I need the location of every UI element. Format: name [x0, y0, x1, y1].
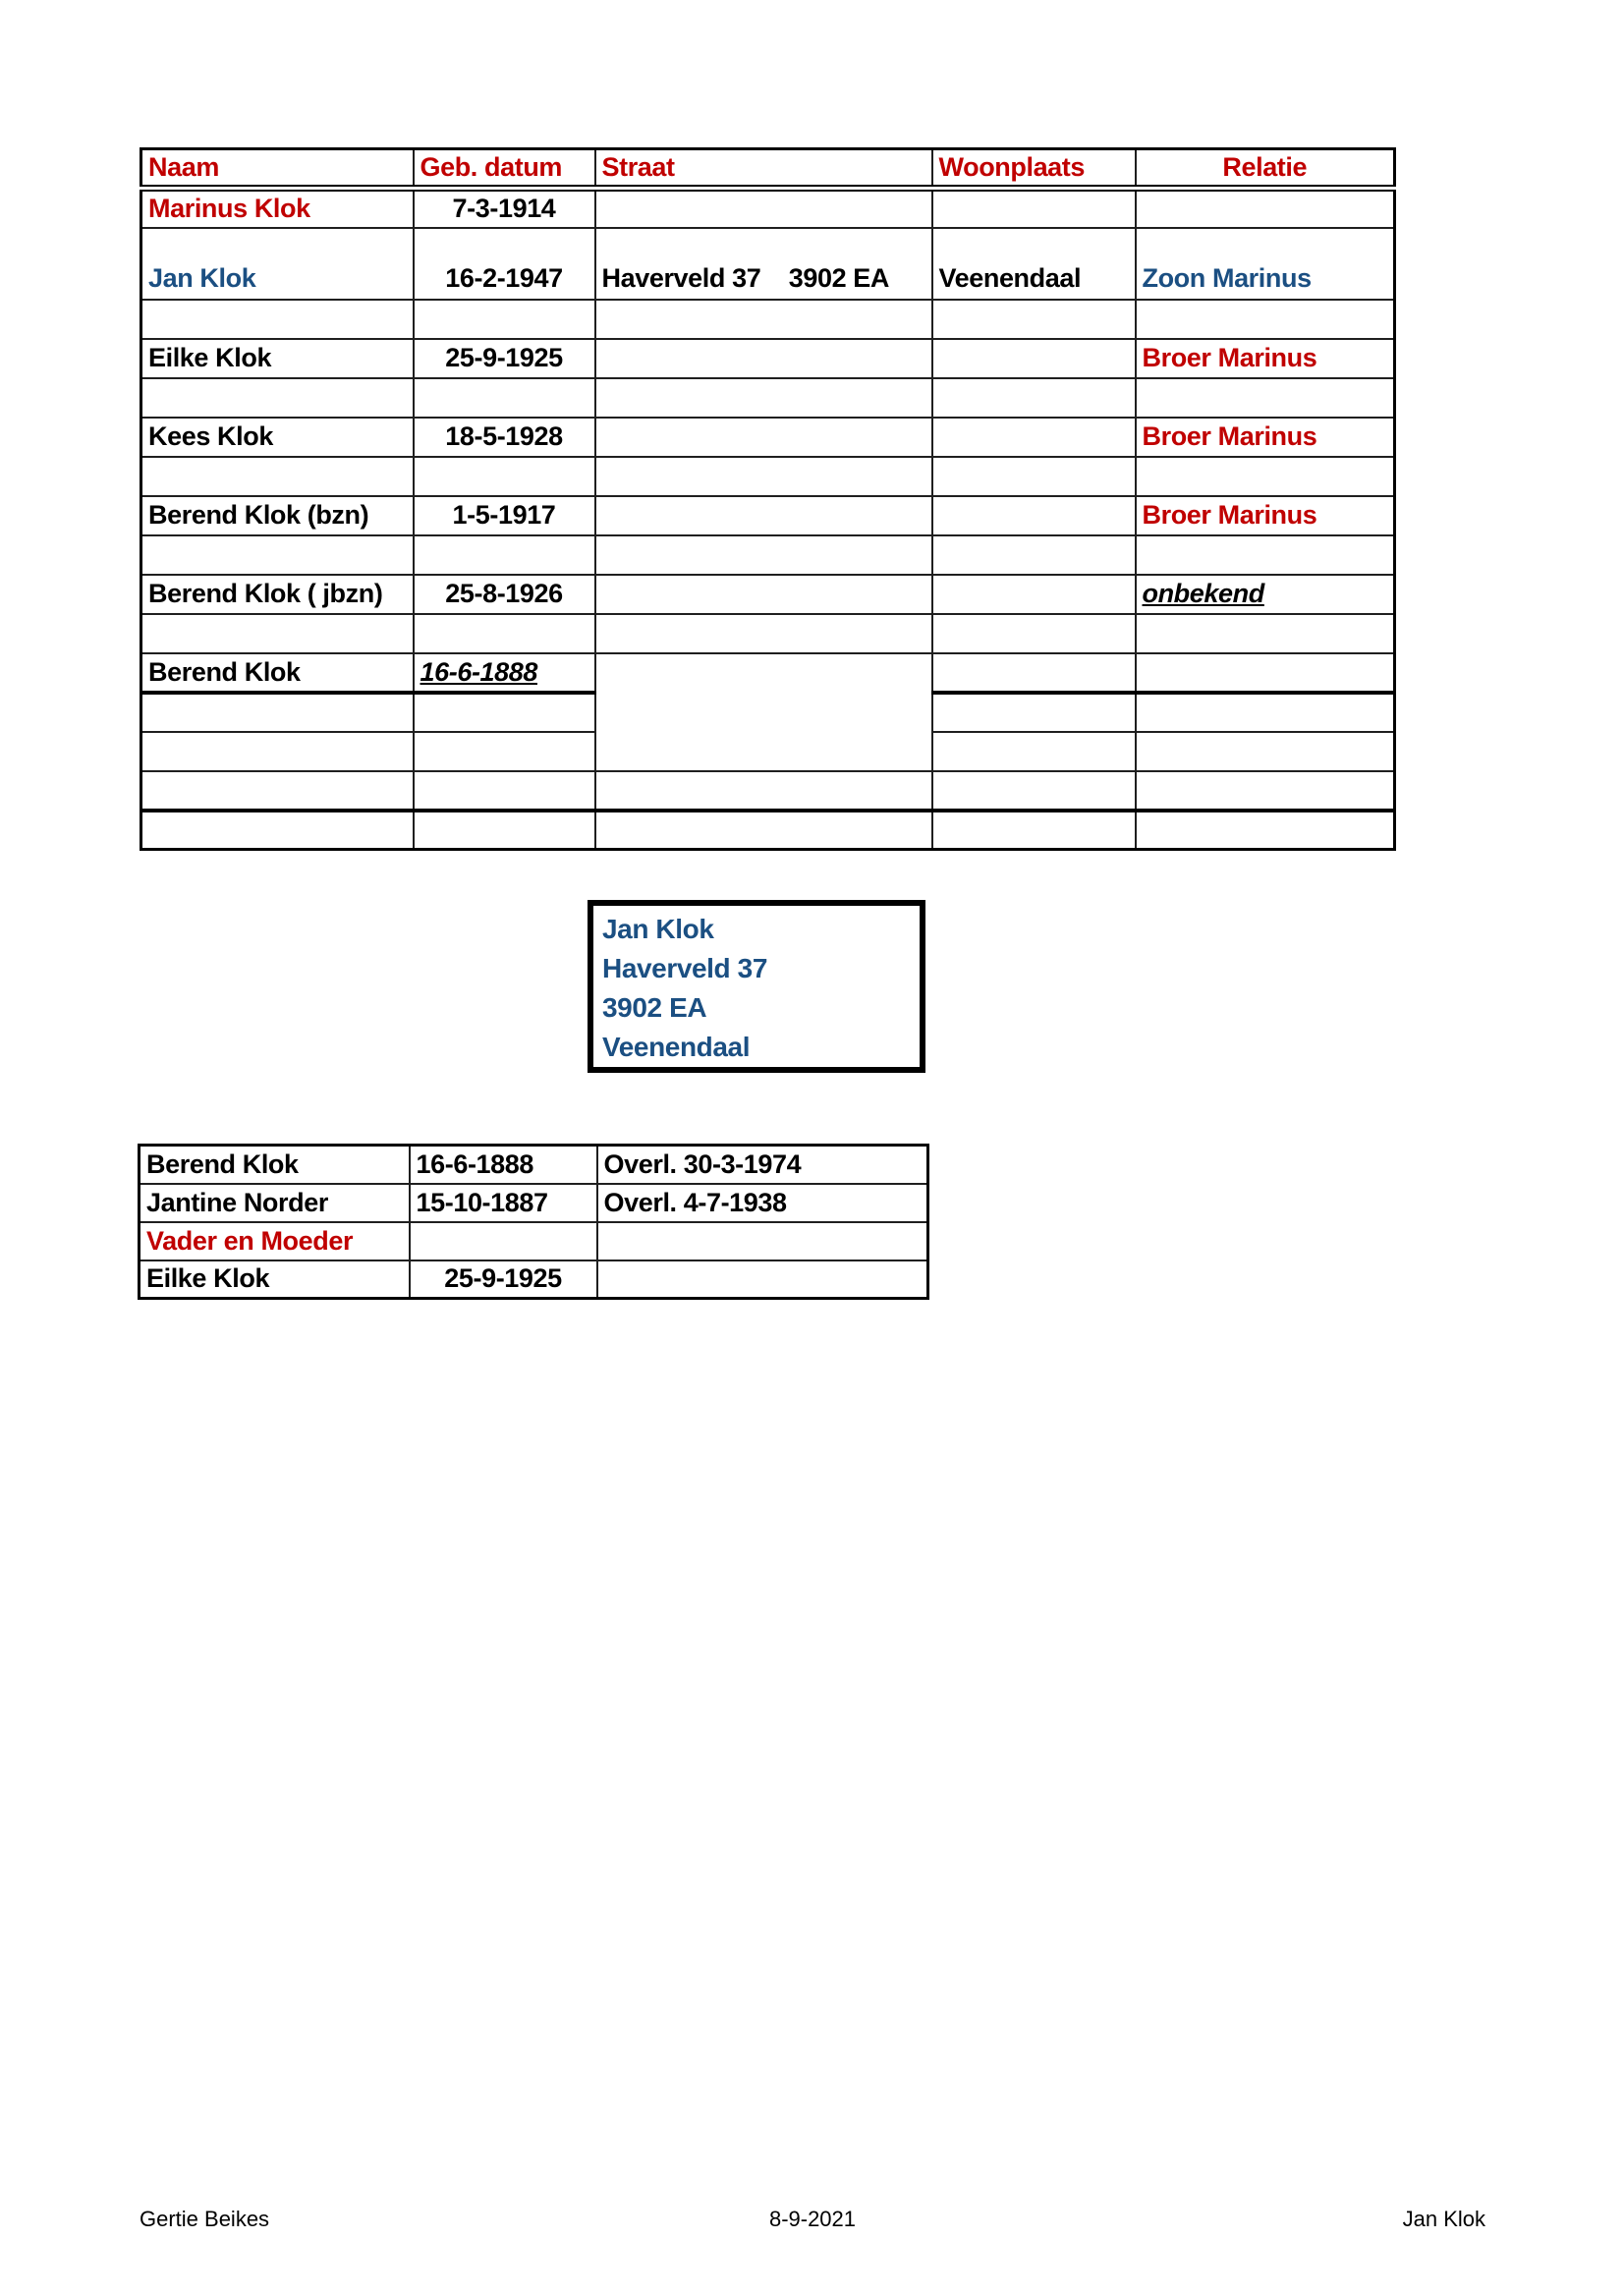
cell-relatie	[1136, 457, 1395, 496]
cell-woonplaats	[932, 418, 1136, 457]
cell-straat	[595, 418, 932, 457]
cell-woonplaats	[932, 457, 1136, 496]
cell-woonplaats	[932, 339, 1136, 378]
address-line-postcode: 3902 EA	[602, 992, 707, 1023]
cell-naam	[141, 693, 414, 732]
table-row	[141, 378, 1395, 418]
footer-subject: Jan Klok	[1402, 2207, 1485, 2231]
cell-birth-date: 25-9-1925	[410, 1260, 597, 1299]
cell-geb-datum	[414, 811, 595, 850]
cell-naam	[141, 732, 414, 771]
col-header-woonplaats: Woonplaats	[932, 149, 1136, 189]
cell-straat	[595, 575, 932, 614]
cell-straat	[595, 535, 932, 575]
cell-relatie	[1136, 771, 1395, 811]
cell-woonplaats: Veenendaal	[932, 228, 1136, 300]
table-row	[141, 228, 1395, 300]
parents-table	[138, 1144, 929, 1300]
footer-author: Gertie Beikes	[140, 2207, 270, 2231]
col-header-naam: Naam	[141, 149, 414, 189]
cell-woonplaats	[932, 300, 1136, 339]
cell-relatie: onbekend	[1136, 575, 1395, 614]
cell-birth-date	[410, 1222, 597, 1260]
cell-geb-datum	[414, 732, 595, 771]
cell-straat	[595, 378, 932, 418]
cell-straat	[595, 496, 932, 535]
cell-geb-datum: 7-3-1914	[414, 189, 595, 228]
address-line-city: Veenendaal	[602, 1032, 751, 1062]
address-line-name: Jan Klok	[602, 914, 714, 944]
cell-woonplaats	[932, 496, 1136, 535]
cell-geb-datum: 16-6-1888	[414, 653, 595, 693]
cell-geb-datum	[414, 693, 595, 732]
cell-relatie	[1136, 732, 1395, 771]
cell-straat	[595, 300, 932, 339]
cell-woonplaats	[932, 653, 1136, 693]
cell-geb-datum: 25-9-1925	[414, 339, 595, 378]
cell-naam	[141, 300, 414, 339]
cell-woonplaats	[932, 189, 1136, 228]
cell-geb-datum	[414, 378, 595, 418]
cell-geb-datum: 25-8-1926	[414, 575, 595, 614]
cell-naam: Berend Klok ( jbzn)	[141, 575, 414, 614]
cell-relatie	[1136, 811, 1395, 850]
cell-relatie	[1136, 653, 1395, 693]
table-row	[141, 496, 1395, 535]
cell-relatie	[1136, 614, 1395, 653]
table-row	[141, 811, 1395, 850]
cell-birth-date: 15-10-1887	[410, 1184, 597, 1222]
cell-relatie: Zoon Marinus	[1136, 228, 1395, 300]
table-row	[140, 1222, 928, 1260]
cell-woonplaats	[932, 771, 1136, 811]
cell-relatie	[1136, 300, 1395, 339]
cell-relatie: Broer Marinus	[1136, 339, 1395, 378]
cell-relatie: Broer Marinus	[1136, 418, 1395, 457]
cell-name: Eilke Klok	[140, 1260, 410, 1299]
table-row	[140, 1146, 928, 1184]
cell-geb-datum: 18-5-1928	[414, 418, 595, 457]
cell-relatie	[1136, 378, 1395, 418]
header-row	[141, 149, 1395, 189]
table-row	[141, 693, 1395, 732]
cell-woonplaats	[932, 614, 1136, 653]
cell-straat	[595, 457, 932, 496]
cell-geb-datum	[414, 614, 595, 653]
col-header-geb-datum: Geb. datum	[414, 149, 595, 189]
cell-straat	[595, 811, 932, 850]
cell-geb-datum	[414, 300, 595, 339]
table-row	[141, 535, 1395, 575]
footer-date: 8-9-2021	[768, 2207, 857, 2231]
cell-woonplaats	[932, 811, 1136, 850]
cell-naam	[141, 378, 414, 418]
cell-naam	[141, 771, 414, 811]
table-row	[141, 575, 1395, 614]
cell-name: Vader en Moeder	[140, 1222, 410, 1260]
page-footer	[140, 2207, 1485, 2236]
cell-naam: Eilke Klok	[141, 339, 414, 378]
table-row	[141, 614, 1395, 653]
cell-woonplaats	[932, 575, 1136, 614]
cell-straat	[595, 653, 932, 693]
cell-straat	[595, 339, 932, 378]
col-header-relatie: Relatie	[1136, 149, 1395, 189]
cell-woonplaats	[932, 535, 1136, 575]
cell-naam: Berend Klok	[141, 653, 414, 693]
cell-naam	[141, 614, 414, 653]
table-row	[141, 771, 1395, 811]
cell-naam: Berend Klok (bzn)	[141, 496, 414, 535]
table-row	[141, 418, 1395, 457]
cell-death-date: Overl. 4-7-1938	[597, 1184, 928, 1222]
table-row	[141, 189, 1395, 228]
cell-woonplaats	[932, 378, 1136, 418]
table-row	[141, 339, 1395, 378]
address-line-street: Haverveld 37	[602, 953, 767, 983]
cell-relatie	[1136, 535, 1395, 575]
cell-straat	[595, 771, 932, 811]
cell-straat: Haverveld 37 3902 EA	[595, 228, 932, 300]
cell-birth-date: 16-6-1888	[410, 1146, 597, 1184]
table-row	[141, 732, 1395, 771]
cell-name: Jantine Norder	[140, 1184, 410, 1222]
cell-straat	[595, 732, 932, 771]
table-row	[140, 1184, 928, 1222]
table-row	[140, 1260, 928, 1299]
cell-death-date	[597, 1222, 928, 1260]
cell-naam	[141, 457, 414, 496]
table-row	[141, 457, 1395, 496]
cell-woonplaats	[932, 732, 1136, 771]
cell-naam: Marinus Klok	[141, 189, 414, 228]
cell-relatie	[1136, 189, 1395, 228]
cell-geb-datum	[414, 457, 595, 496]
table-row	[141, 300, 1395, 339]
cell-naam	[141, 535, 414, 575]
cell-straat	[595, 693, 932, 732]
cell-straat	[595, 189, 932, 228]
cell-straat	[595, 614, 932, 653]
col-header-straat: Straat	[595, 149, 932, 189]
cell-relatie	[1136, 693, 1395, 732]
address-box	[588, 900, 925, 1073]
table-row	[141, 653, 1395, 693]
cell-woonplaats	[932, 693, 1136, 732]
cell-naam: Jan Klok	[141, 228, 414, 300]
cell-death-date	[597, 1260, 928, 1299]
cell-geb-datum: 16-2-1947	[414, 228, 595, 300]
cell-name: Berend Klok	[140, 1146, 410, 1184]
cell-relatie: Broer Marinus	[1136, 496, 1395, 535]
cell-geb-datum: 1-5-1917	[414, 496, 595, 535]
cell-geb-datum	[414, 535, 595, 575]
cell-geb-datum	[414, 771, 595, 811]
cell-naam	[141, 811, 414, 850]
cell-naam: Kees Klok	[141, 418, 414, 457]
cell-death-date: Overl. 30-3-1974	[597, 1146, 928, 1184]
main-table	[140, 147, 1396, 851]
